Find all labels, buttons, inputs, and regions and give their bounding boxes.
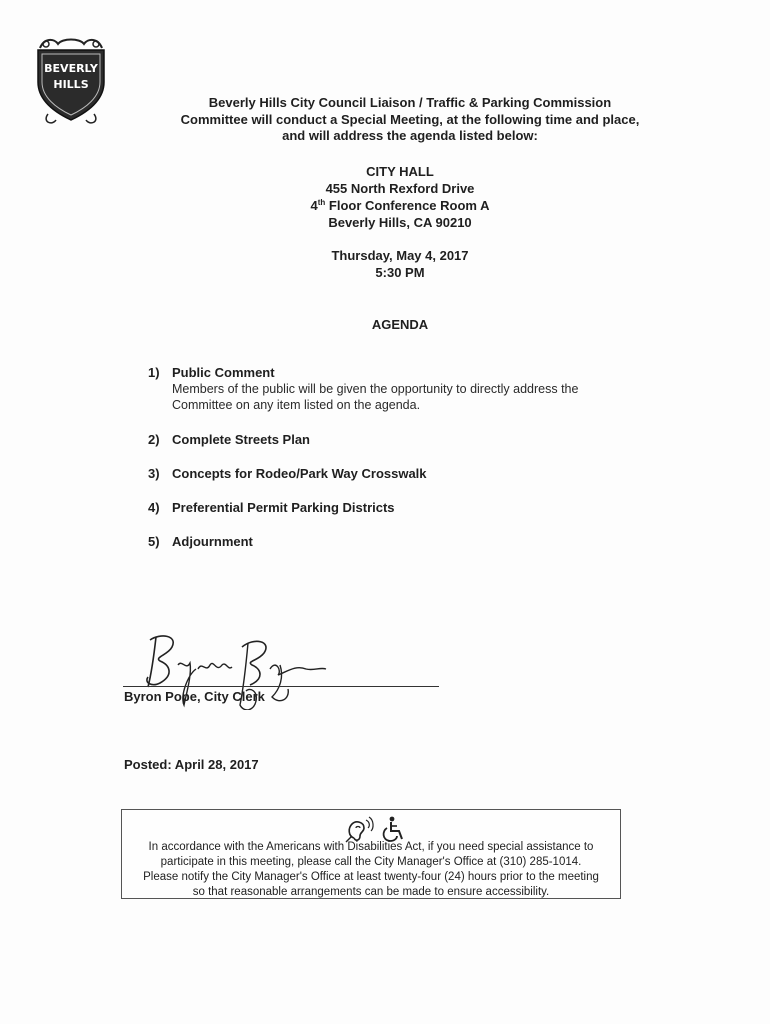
agenda-item-number: 3) (148, 466, 160, 481)
venue-room-name: Floor Conference Room A (325, 198, 490, 213)
assistive-listening-icon (346, 817, 373, 842)
seal-text-beverly: BEVERLY (44, 62, 98, 75)
agenda-item-description: Committee on any item listed on the agenda. (172, 398, 421, 412)
meeting-datetime (210, 247, 590, 281)
agenda-item-label: Concepts for Rodeo/Park Way Crosswalk (172, 466, 427, 481)
meeting-announcement (110, 95, 710, 145)
signer-name: Byron Pope, City Clerk (124, 689, 265, 704)
venue-city: Beverly Hills, CA 90210 (328, 215, 472, 230)
agenda-item-number: 4) (148, 500, 160, 515)
intro-line-3: and will address the agenda listed below: (282, 128, 538, 143)
venue-room (210, 197, 590, 214)
agenda-item-number: 2) (148, 432, 160, 447)
venue-floor-suffix: th (317, 198, 326, 207)
agenda-item-label: Preferential Permit Parking Districts (172, 500, 395, 515)
ada-notice (121, 809, 621, 899)
ada-line-4: so that reasonable arrangements can be made to ensure accessibility. (192, 886, 550, 898)
agenda-item-description: Members of the public will be given the opportunity to directly address the (172, 382, 579, 396)
agenda-item-label: Public Comment (172, 365, 275, 380)
agenda-item-label: Adjournment (172, 534, 253, 549)
venue-street: 455 North Rexford Drive (325, 181, 475, 196)
wheelchair-icon (384, 817, 402, 841)
seal-text-hills: HILLS (53, 78, 89, 91)
intro-line-1: Beverly Hills City Council Liaison / Traffic & Parking Commission (208, 95, 612, 110)
ada-line-2: participate in this meeting, please call the City Manager's Office at (310) 285-1014. (160, 856, 582, 868)
meeting-time: 5:30 PM (375, 265, 425, 280)
agenda-heading: AGENDA (371, 317, 429, 332)
ada-line-1: In accordance with the Americans with Disabilities Act, if you need special assistance to (148, 841, 594, 853)
ada-notice-text (126, 840, 616, 900)
agenda-item (148, 365, 672, 413)
agenda-item-label: Complete Streets Plan (172, 432, 310, 447)
signature-line (123, 686, 439, 687)
agenda-item (148, 500, 672, 516)
ada-line-3: Please notify the City Manager's Office at least twenty-four (24) hours prior to the meeting (143, 871, 599, 883)
meeting-date: Thursday, May 4, 2017 (331, 248, 469, 263)
agenda-item (148, 534, 672, 550)
meeting-venue (210, 163, 590, 231)
venue-name: CITY HALL (366, 164, 434, 179)
agenda-item-number: 1) (148, 365, 160, 380)
agenda-item (148, 432, 672, 448)
beverly-hills-seal-icon (30, 34, 112, 126)
agenda-item (148, 466, 672, 482)
venue-floor-number: 4 (310, 198, 318, 213)
posted-date: Posted: April 28, 2017 (124, 757, 259, 772)
intro-line-2: Committee will conduct a Special Meeting, at the following time and place, (180, 111, 640, 127)
agenda-item-number: 5) (148, 534, 160, 549)
